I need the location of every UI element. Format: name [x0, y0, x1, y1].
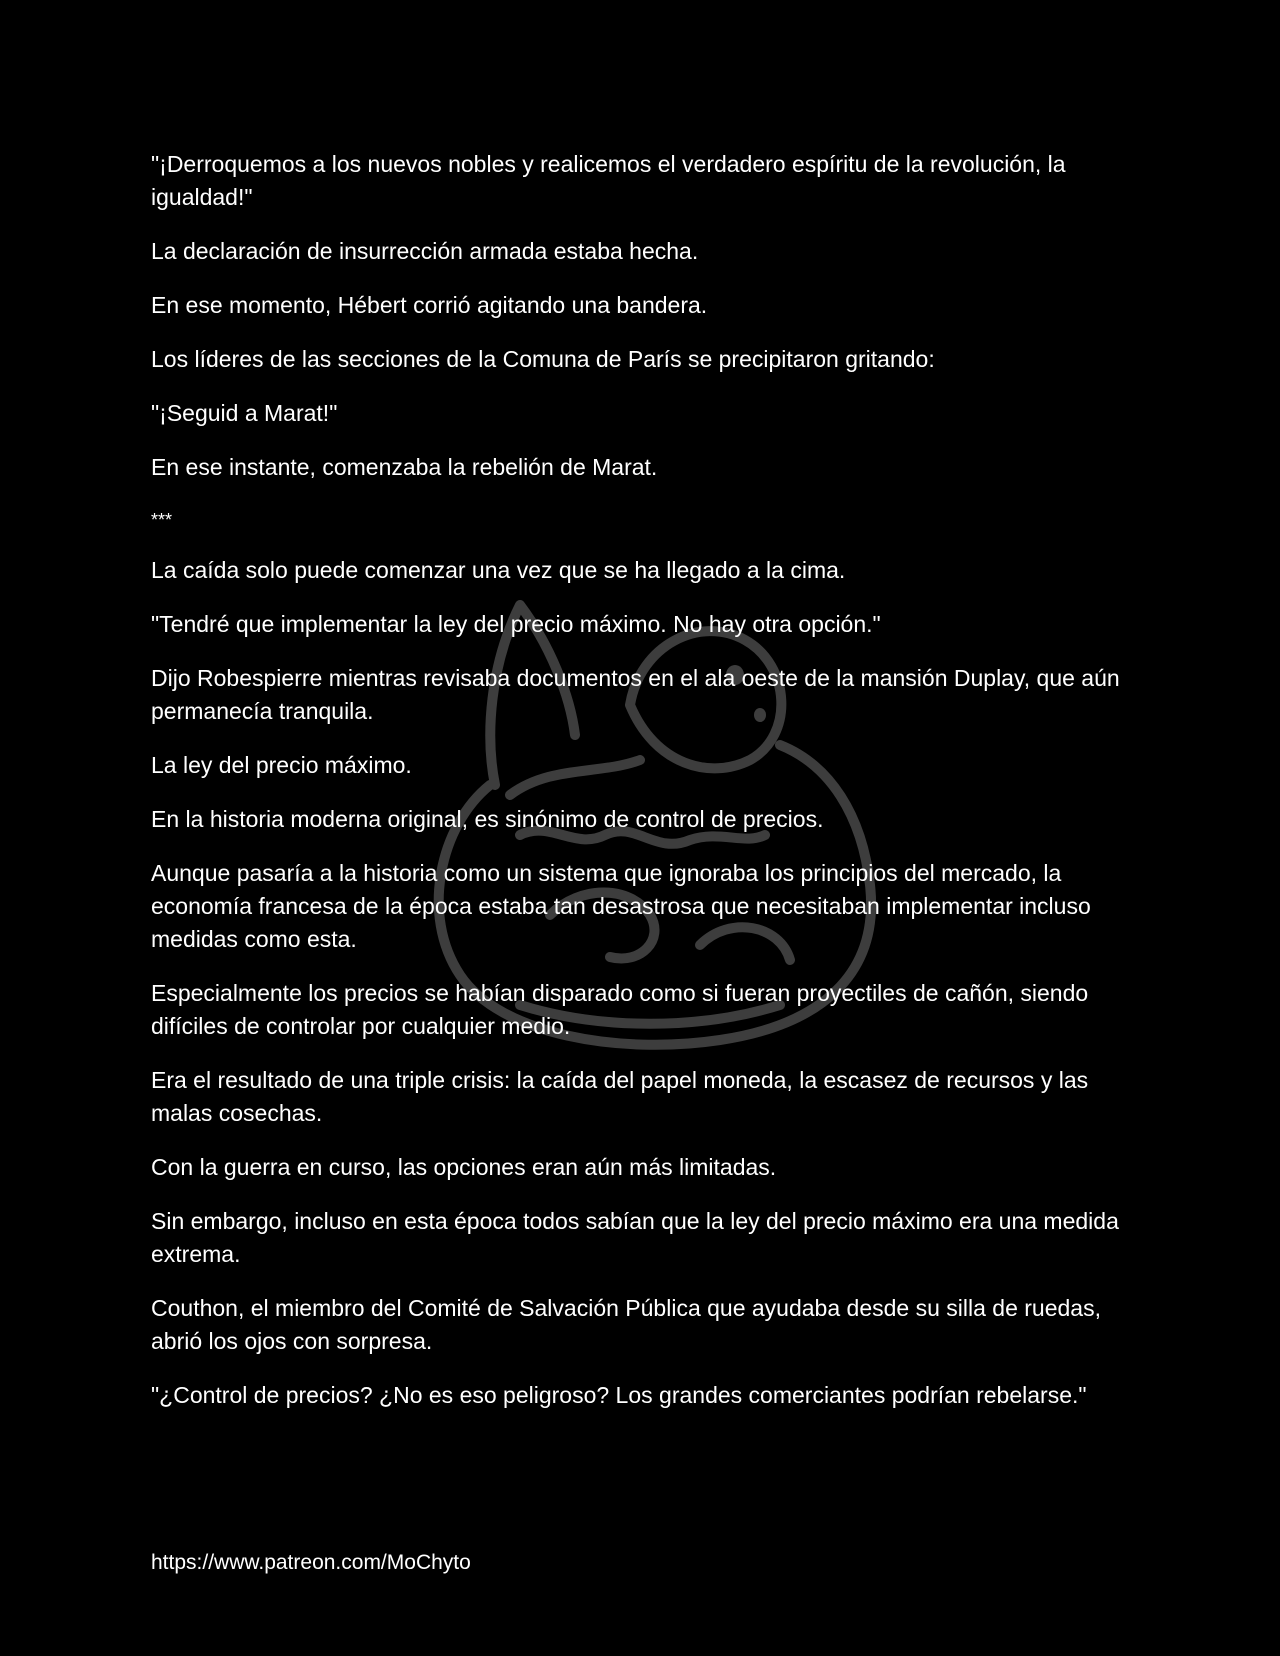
patreon-link[interactable]: https://www.patreon.com/MoChyto	[151, 1551, 471, 1574]
paragraph-10: Dijo Robespierre mientras revisaba documentos en el ala oeste de la mansión Duplay, que aún permanecía tranquila.	[151, 665, 1120, 724]
paragraph-3: En ese momento, Hébert corrió agitando una bandera.	[151, 292, 708, 318]
paragraph-8: La caída solo puede comenzar una vez que se ha llegado a la cima.	[151, 557, 846, 583]
paragraph-9: "Tendré que implementar la ley del precio máximo. No hay otra opción."	[151, 611, 881, 637]
paragraph-4: Los líderes de las secciones de la Comuna de París se precipitaron gritando:	[151, 346, 935, 372]
paragraph-16: Con la guerra en curso, las opciones eran aún más limitadas.	[151, 1154, 777, 1180]
paragraph-17: Sin embargo, incluso en esta época todos sabían que la ley del precio máximo era una medida extrema.	[151, 1208, 1119, 1267]
paragraph-19: "¿Control de precios? ¿No es eso peligroso? Los grandes comerciantes podrían rebelarse."	[151, 1382, 1087, 1408]
paragraph-14: Especialmente los precios se habían disparado como si fueran proyectiles de cañón, siendo difíciles de controlar por cualquier medio.	[151, 980, 1089, 1039]
paragraph-11: La ley del precio máximo.	[151, 752, 412, 778]
document-body	[151, 148, 1141, 1433]
paragraph-2: La declaración de insurrección armada estaba hecha.	[151, 238, 699, 264]
paragraph-12: En la historia moderna original, es sinónimo de control de precios.	[151, 806, 824, 832]
paragraph-18: Couthon, el miembro del Comité de Salvación Pública que ayudaba desde su silla de ruedas, abrió los ojos con sorpresa.	[151, 1295, 1101, 1354]
paragraph-15: Era el resultado de una triple crisis: la caída del papel moneda, la escasez de recursos y las malas cosechas.	[151, 1067, 1089, 1126]
paragraph-13: Aunque pasaría a la historia como un sistema que ignoraba los principios del mercado, la economía francesa de la época estaba tan desastrosa que necesitaban implementar incluso medidas como esta.	[151, 860, 1091, 952]
paragraph-5: "¡Seguid a Marat!"	[151, 400, 338, 426]
paragraph-1: "¡Derroquemos a los nuevos nobles y realicemos el verdadero espíritu de la revolución, la igualdad!"	[151, 151, 1066, 210]
paragraph-6: En ese instante, comenzaba la rebelión de Marat.	[151, 454, 658, 480]
scene-separator: ***	[151, 510, 173, 530]
